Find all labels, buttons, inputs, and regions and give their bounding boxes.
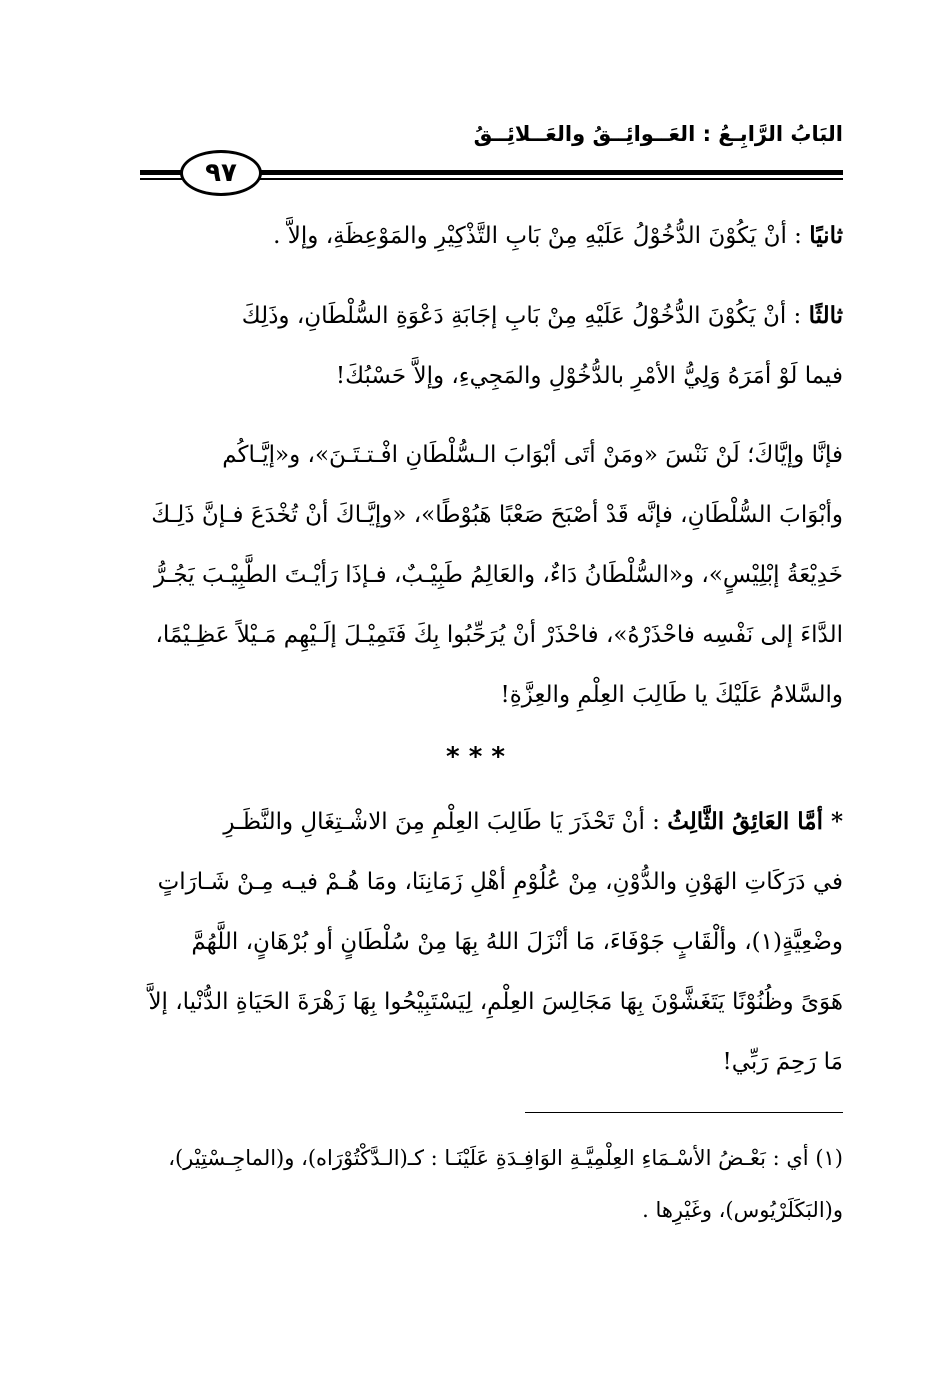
text-line: فيما لَوْ أمَرَهُ وَلِيُّ الأمْرِ بالدُّخُوْلِ والمَجِيءِ، وإلاَّ حَسْبُكَ! (335, 363, 843, 389)
paragraph-label: ثانيًا (809, 222, 843, 249)
text-line: هَوَىً وظُنُوْنًا يَتَغَشَّوْنَ بِهَا مَجَالِسَ العِلْمِ، لِيَسْتَبِيْحُوا بِهَا زَهْرَةَ الحَيَاةِ الدُّنْيا، إلاَّ (148, 989, 843, 1015)
text-line (130, 792, 843, 852)
section-separator: * * * (446, 742, 505, 772)
page-number-badge (180, 150, 262, 196)
paragraph-third-condition (130, 286, 843, 406)
footnote-line: (١) أي : بَعْـضُ الأسْـمَاءِ العِلْمِيَّـةِ الوَافِـدَةِ عَلَيْنَـا : كـ(الـدَّكْتُوْرَاه)، و(الماجِـسْتِيْر)، (168, 1146, 843, 1170)
paragraph-label: * أمَّا العَائِقُ الثَّالِثُ (667, 808, 843, 835)
footnote-rule (525, 1112, 843, 1113)
text-line: وأبْوَابَ السُّلْطَانِ، فإنَّه قَدْ أصْبَحَ صَعْبًا هَبُوْطًا»، «وإيَّـاكَ أنْ تُخْدَعَ فـإنَّ ذَلِـكَ (151, 502, 843, 528)
paragraph-text: : أنْ يَكُوْنَ الدُّخُوْلُ عَلَيْهِ مِنْ بَابِ إجَابَةِ دَعْوَةِ السُّلْطَانِ، وذَلِكَ (241, 303, 809, 329)
paragraph-warning (130, 425, 843, 725)
paragraph-text: : أنْ تَحْذَرَ يَا طَالِبَ العِلْمِ مِنَ الاشْـتِغَالِ والنَّظَـرِ (223, 809, 668, 835)
chapter-header: البَابُ الرَّابِـعُ : العَــوائِــقُ والعَــلائِــقُ (473, 122, 843, 146)
text-line: والسَّلامُ عَلَيْكَ يا طَالِبَ العِلْمِ والعِزَّةِ! (500, 682, 843, 708)
text-line: في دَرَكَاتِ الهَوْنِ والدُّوْنِ، مِنْ عُلُوْمِ أهْلِ زَمَانِنَا، ومَا هُـمْ فيـه مِـنْ شَـارَاتٍ (157, 869, 843, 895)
text-line (130, 206, 843, 266)
text-line: خَدِيْعَةُ إبْلِيْسٍ»، و«السُّلْطَانُ دَاءٌ، والعَالِمُ طَبِيْـبٌ، فـإذَا رَأيْـتَ الطَّبِيْـبَ يَجُـرُّ (153, 562, 843, 588)
text-line: الدَّاءَ إلى نَفْسِه فاحْذَرْهُ»، فاحْذَرْ أنْ يُرَحِّبُوا بِكَ فَتَمِيْـلَ إلَـيْهِم مَـيْلاً عَظِـيْمًا، (155, 622, 843, 648)
text-line: فإنَّا وإيَّاكَ؛ لَنْ نَنْسَ «ومَنْ أتَى أبْوَابَ الـسُّلْطَانِ افْـتـتَـنَ»، و«إيَّـاكُم (222, 442, 843, 468)
footnote-line: و(البَكَلَرْيُوس)، وغَيْرِها . (642, 1198, 843, 1222)
paragraph-third-obstacle (130, 792, 843, 1092)
paragraph-text: : أنْ يَكُوْنَ الدُّخُوْلُ عَلَيْهِ مِنْ بَابِ التَّذْكِيْرِ والمَوْعِظَةِ، وإلاَّ . (273, 223, 810, 249)
paragraph-label: ثالثًا (808, 302, 843, 329)
footnote (118, 1132, 843, 1236)
text-line (130, 286, 843, 346)
text-line: مَا رَحِمَ رَبِّي! (722, 1049, 843, 1075)
page-number: ٩٧ (205, 158, 237, 188)
paragraph-second-condition (130, 206, 843, 266)
text-line: وضْعِيَّةٍ(١)، وألْقَابٍ جَوْفَاءَ، مَا أنْزَلَ اللهُ بِهَا مِنْ سُلْطَانٍ أو بُرْهَانٍ، اللَّهُمَّ (191, 929, 843, 955)
